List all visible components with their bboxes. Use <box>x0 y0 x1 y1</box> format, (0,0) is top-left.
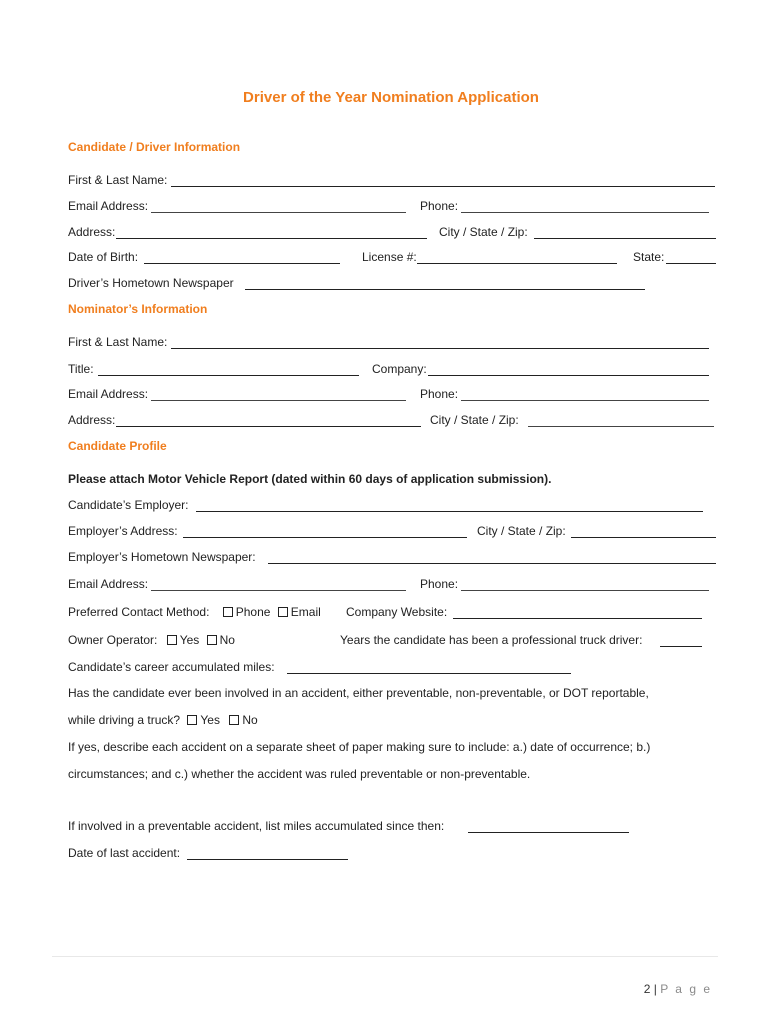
preferred-contact-label: Preferred Contact Method: <box>68 605 210 619</box>
nominator-title-field[interactable] <box>98 375 359 376</box>
profile-phone-field[interactable] <box>461 590 709 591</box>
contact-email-label: Email <box>290 605 321 619</box>
nominator-company-field[interactable] <box>428 375 709 376</box>
preventable-miles-field[interactable] <box>468 832 629 833</box>
years-driver-field[interactable] <box>660 646 702 647</box>
nominator-address-field[interactable] <box>116 426 421 427</box>
owner-no-option[interactable] <box>203 633 235 647</box>
owner-yes-checkbox[interactable] <box>167 635 177 645</box>
nominator-company-label: Company: <box>372 362 427 376</box>
candidate-email-label: Email Address: <box>68 199 149 213</box>
candidate-address-field[interactable] <box>116 238 427 239</box>
accident-yes-checkbox[interactable] <box>187 715 197 725</box>
candidate-city-label: City / State / Zip: <box>439 225 528 239</box>
preventable-miles-label: If involved in a preventable accident, list miles accumulated since then: <box>68 819 445 833</box>
nominator-phone-label: Phone: <box>420 387 459 401</box>
owner-operator-row <box>68 633 235 648</box>
employer-newspaper-label: Employer’s Hometown Newspaper: <box>68 550 256 564</box>
accident-yes-label: Yes <box>200 713 220 727</box>
accident-yes-option[interactable] <box>183 713 220 727</box>
last-accident-field[interactable] <box>187 859 348 860</box>
employer-city-label: City / State / Zip: <box>477 524 566 538</box>
preferred-contact-row <box>68 605 321 620</box>
section-heading-profile: Candidate Profile <box>68 439 167 453</box>
footer-divider <box>52 956 718 957</box>
accident-no-label: No <box>242 713 258 727</box>
owner-yes-label: Yes <box>179 633 200 647</box>
section-heading-nominator: Nominator’s Information <box>68 302 208 316</box>
nominator-name-field[interactable] <box>171 348 709 349</box>
career-miles-label: Candidate’s career accumulated miles: <box>68 660 275 674</box>
page-title: Driver of the Year Nomination Application <box>243 89 539 106</box>
nominator-phone-field[interactable] <box>461 400 709 401</box>
nominator-address-label: Address: <box>68 413 116 427</box>
profile-phone-label: Phone: <box>420 577 459 591</box>
describe-accident-line2: circumstances; and c.) whether the accident was ruled preventable or non-preventable. <box>68 767 531 781</box>
contact-phone-checkbox[interactable] <box>223 607 233 617</box>
owner-operator-label: Owner Operator: <box>68 633 158 647</box>
candidate-city-field[interactable] <box>534 238 716 239</box>
candidate-newspaper-field[interactable] <box>245 289 645 290</box>
contact-phone-label: Phone <box>235 605 271 619</box>
candidate-newspaper-label: Driver’s Hometown Newspaper <box>68 276 234 290</box>
candidate-dob-field[interactable] <box>144 263 340 264</box>
nominator-city-label: City / State / Zip: <box>430 413 519 427</box>
career-miles-field[interactable] <box>287 673 571 674</box>
company-website-field[interactable] <box>453 618 702 619</box>
accident-no-checkbox[interactable] <box>229 715 239 725</box>
profile-email-label: Email Address: <box>68 577 149 591</box>
candidate-phone-field[interactable] <box>461 212 709 213</box>
page-separator: | <box>653 982 657 996</box>
employer-newspaper-field[interactable] <box>268 563 716 564</box>
page-footer <box>644 982 712 996</box>
years-driver-label: Years the candidate has been a professional truck driver: <box>340 633 643 647</box>
profile-email-field[interactable] <box>151 590 406 591</box>
section-heading-candidate: Candidate / Driver Information <box>68 140 241 154</box>
page-word: P a g e <box>660 982 712 996</box>
owner-no-label: No <box>219 633 235 647</box>
last-accident-label: Date of last accident: <box>68 846 181 860</box>
company-website-label: Company Website: <box>346 605 448 619</box>
candidate-state-field[interactable] <box>666 263 716 264</box>
accident-no-option[interactable] <box>225 713 257 727</box>
nominator-city-field[interactable] <box>528 426 714 427</box>
contact-email-option[interactable] <box>274 605 321 619</box>
accident-question-line1: Has the candidate ever been involved in an accident, either preventable, non-preventable, or DOT reportable, <box>68 686 649 700</box>
employer-city-field[interactable] <box>571 537 716 538</box>
candidate-dob-label: Date of Birth: <box>68 250 139 264</box>
candidate-email-field[interactable] <box>151 212 406 213</box>
candidate-phone-label: Phone: <box>420 199 459 213</box>
owner-yes-option[interactable] <box>163 633 200 647</box>
nominator-email-field[interactable] <box>151 400 406 401</box>
accident-question-line2: while driving a truck? <box>68 713 181 727</box>
employer-address-label: Employer’s Address: <box>68 524 178 538</box>
employer-field[interactable] <box>196 511 703 512</box>
owner-no-checkbox[interactable] <box>207 635 217 645</box>
employer-address-field[interactable] <box>183 537 467 538</box>
describe-accident-line1: If yes, describe each accident on a separate sheet of paper making sure to include: a.) date of occurrence; b.) <box>68 740 651 754</box>
candidate-license-field[interactable] <box>417 263 617 264</box>
nominator-email-label: Email Address: <box>68 387 149 401</box>
accident-question-row <box>68 713 258 728</box>
candidate-license-label: License #: <box>362 250 417 264</box>
nominator-title-label: Title: <box>68 362 94 376</box>
contact-phone-option[interactable] <box>219 605 271 619</box>
candidate-name-label: First & Last Name: <box>68 173 168 187</box>
page-number: 2 <box>643 982 651 996</box>
candidate-address-label: Address: <box>68 225 116 239</box>
candidate-state-label: State: <box>633 250 665 264</box>
candidate-name-field[interactable] <box>171 186 715 187</box>
employer-label: Candidate’s Employer: <box>68 498 189 512</box>
nominator-name-label: First & Last Name: <box>68 335 168 349</box>
contact-email-checkbox[interactable] <box>278 607 288 617</box>
mvr-note: Please attach Motor Vehicle Report (dated within 60 days of application submission). <box>68 472 552 486</box>
